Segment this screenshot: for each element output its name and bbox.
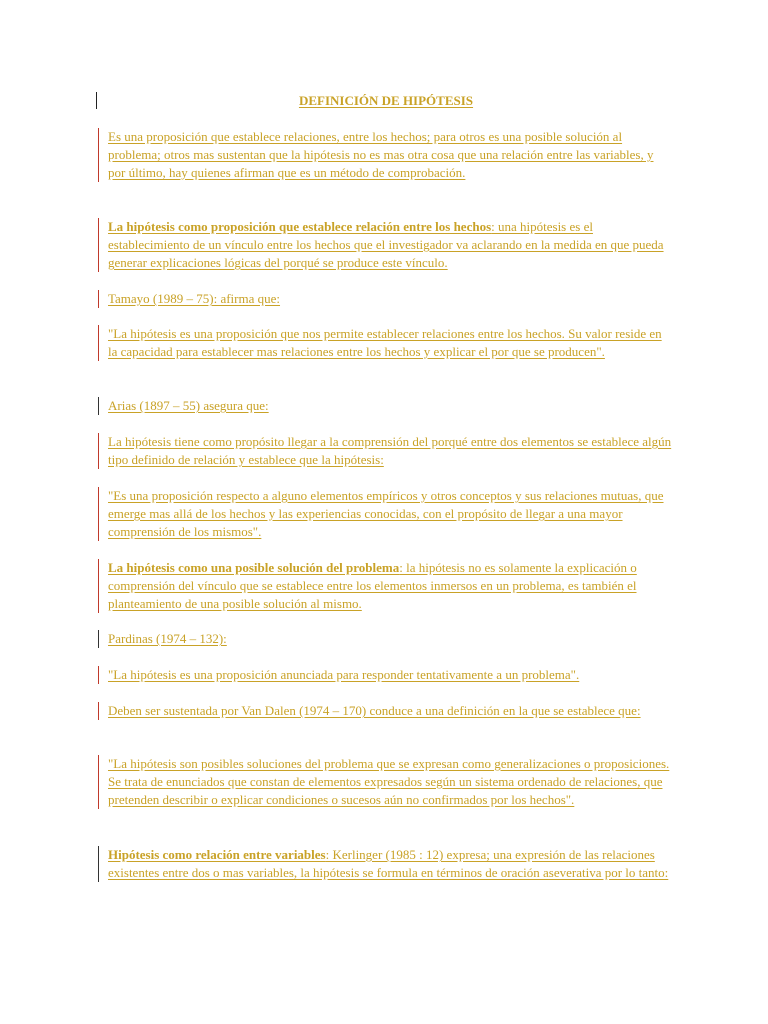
paragraph <box>98 846 674 882</box>
paragraph <box>98 397 674 415</box>
document-title: DEFINICIÓN DE HIPÓTESIS <box>298 93 474 108</box>
paragraph <box>98 559 674 613</box>
paragraph <box>98 702 674 720</box>
paragraph <box>98 630 674 648</box>
paragraph <box>98 218 674 272</box>
paragraph-text: Deben ser sustentada por Van Dalen (1974 – 170) conduce a una definición en la que se establece que: <box>108 703 641 718</box>
paragraph-text: Arias (1897 – 55) asegura que: <box>108 398 269 413</box>
paragraph-text: Pardinas (1974 – 132): <box>108 631 227 646</box>
paragraph <box>98 666 674 684</box>
paragraph-text: "La hipótesis son posibles soluciones del problema que se expresan como generalizaciones o proposiciones. Se trata de enunciados que constan de elementos expresados según un sistema ordenado de relaciones, que pretenden describir o explicar condiciones o sucesos aún no confirmados por los hechos". <box>108 756 670 807</box>
paragraph <box>98 325 674 361</box>
paragraph <box>98 290 674 308</box>
paragraph-text: "La hipótesis es una proposición anunciada para responder tentativamente a un problema". <box>108 667 580 682</box>
paragraph-text: Tamayo (1989 – 75): afirma que: <box>108 291 281 306</box>
paragraph <box>98 128 674 182</box>
paragraph <box>98 433 674 469</box>
paragraph-lead: La hipótesis como proposición que establece relación entre los hechos <box>108 219 492 234</box>
paragraph-text: : una hipótesis es el establecimiento de un vínculo entre los hechos que el investigador va aclarando en la medida en que pueda generar explicaciones lógicas del porqué se produce este vínculo. <box>108 219 664 270</box>
paragraph-text: : Kerlinger (1985 : 12) expresa; una expresión de las relaciones existentes entre dos o mas variables, la hipótesis se formula en términos de oración aseverativa por lo tanto: <box>108 847 669 880</box>
paragraph <box>98 487 674 541</box>
paragraph-lead: Hipótesis como relación entre variables <box>108 847 326 862</box>
paragraph <box>98 755 674 809</box>
paragraph-text: "Es una proposición respecto a alguno elementos empíricos y otros conceptos y sus relaciones mutuas, que emerge mas allá de los hechos y las experiencias conocidas, con el propósito de llegar a una mayor comprensión de los mismos". <box>108 488 664 539</box>
title-row <box>96 92 676 110</box>
paragraph-text: "La hipótesis es una proposición que nos permite establecer relaciones entre los hechos. Su valor reside en la capacidad para establecer mas relaciones entre los hechos y explicar el por que se producen". <box>108 326 662 359</box>
paragraph-text: La hipótesis tiene como propósito llegar a la comprensión del porqué entre dos elementos se establece algún tipo definido de relación y establece que la hipótesis: <box>108 434 672 467</box>
paragraph-text: Es una proposición que establece relaciones, entre los hechos; para otros es una posible solución al problema; otros mas sustentan que la hipótesis no es mas otra cosa que una relación entre las variables, y por último, hay quienes afirman que es un método de comprobación. <box>108 129 654 180</box>
paragraph-text: : la hipótesis no es solamente la explicación o comprensión del vínculo que se establece entre los elementos inmersos en un problema, es también el planteamiento de una posible solución al mismo. <box>108 560 637 611</box>
paragraph-lead: La hipótesis como una posible solución del problema <box>108 560 400 575</box>
